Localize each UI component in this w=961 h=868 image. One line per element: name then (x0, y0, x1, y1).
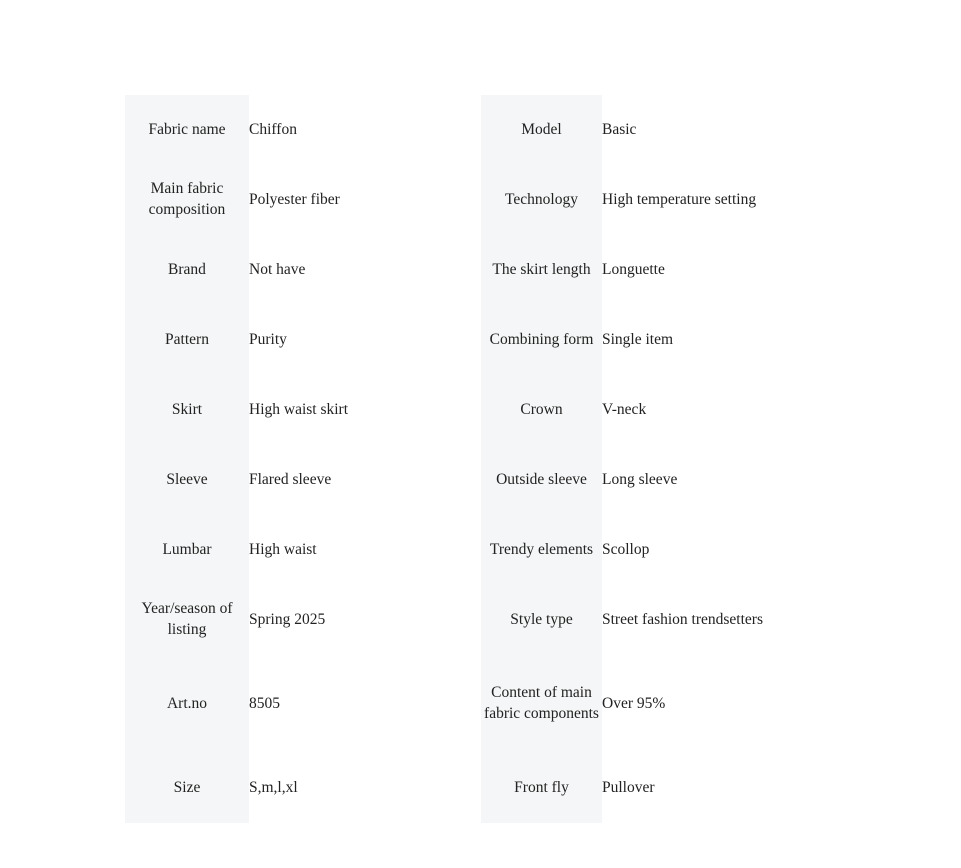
spec-label: Fabric name (125, 95, 249, 165)
spec-value: High waist skirt (249, 375, 481, 445)
table-row (125, 95, 835, 165)
spec-label: Pattern (125, 305, 249, 375)
table-row (125, 515, 835, 585)
spec-value: Basic (602, 95, 835, 165)
spec-label: Lumbar (125, 515, 249, 585)
table-row (125, 753, 835, 823)
spec-table-body (125, 95, 835, 823)
table-row (125, 375, 835, 445)
table-row (125, 445, 835, 515)
spec-label: Combining form (481, 305, 602, 375)
table-row (125, 585, 835, 655)
spec-value: High temperature setting (602, 165, 835, 235)
spec-value: Polyester fiber (249, 165, 481, 235)
spec-table (125, 95, 835, 823)
table-row (125, 235, 835, 305)
spec-value: Single item (602, 305, 835, 375)
spec-value: Purity (249, 305, 481, 375)
spec-value: V-neck (602, 375, 835, 445)
spec-label: Year/season of listing (125, 585, 249, 655)
spec-label: Technology (481, 165, 602, 235)
spec-value: Not have (249, 235, 481, 305)
spec-value: High waist (249, 515, 481, 585)
table-row (125, 655, 835, 753)
spec-label: Brand (125, 235, 249, 305)
spec-label: Crown (481, 375, 602, 445)
spec-label: Front fly (481, 753, 602, 823)
spec-label: Outside sleeve (481, 445, 602, 515)
spec-value: Spring 2025 (249, 585, 481, 655)
table-row (125, 305, 835, 375)
table-row (125, 165, 835, 235)
spec-value: Long sleeve (602, 445, 835, 515)
spec-label: The skirt length (481, 235, 602, 305)
spec-value: Chiffon (249, 95, 481, 165)
spec-value: Over 95% (602, 655, 835, 753)
spec-value: Pullover (602, 753, 835, 823)
spec-value: 8505 (249, 655, 481, 753)
spec-label: Sleeve (125, 445, 249, 515)
spec-value: Street fashion trendsetters (602, 585, 835, 655)
spec-value: Flared sleeve (249, 445, 481, 515)
spec-label: Content of main fabric components (481, 655, 602, 753)
spec-label: Model (481, 95, 602, 165)
spec-label: Trendy elements (481, 515, 602, 585)
spec-label: Style type (481, 585, 602, 655)
spec-value: S,m,l,xl (249, 753, 481, 823)
spec-label: Art.no (125, 655, 249, 753)
spec-label: Main fabric composition (125, 165, 249, 235)
product-spec-sheet (125, 95, 835, 823)
spec-value: Longuette (602, 235, 835, 305)
spec-value: Scollop (602, 515, 835, 585)
spec-label: Skirt (125, 375, 249, 445)
spec-label: Size (125, 753, 249, 823)
